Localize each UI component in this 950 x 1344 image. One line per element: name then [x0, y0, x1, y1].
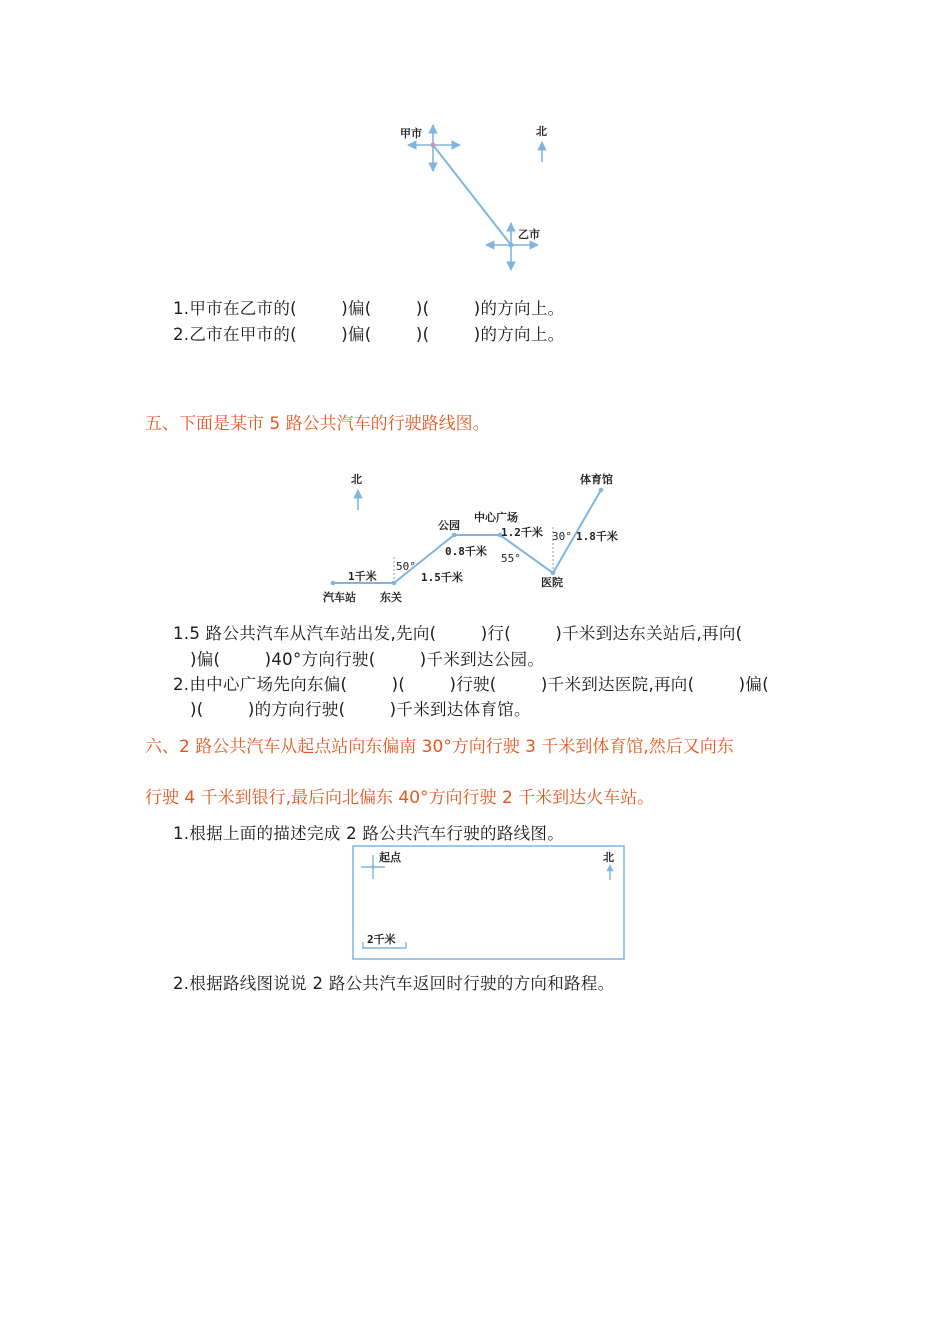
segment-east-park-label: 1.5千米 — [421, 571, 463, 584]
north-label: 北 — [603, 851, 614, 864]
segment-station-east-label: 1千米 — [348, 570, 377, 583]
hospital-label: 医院 — [541, 576, 563, 589]
segment-hospital-stadium-label: 1.8千米 — [576, 530, 618, 543]
segment-center-hospital-label: 1.2千米 — [501, 526, 543, 539]
section5-question-1-line-1: 1.5 路公共汽车从汽车站出发,先向( )行( )千米到达东关站后,再向( — [173, 624, 743, 643]
section4-question-1: 1.甲市在乙市的( )偏( )( )的方向上。 — [173, 299, 565, 318]
angle-55-label: 55° — [501, 552, 521, 565]
segment-park-center-label: 0.8千米 — [445, 545, 487, 558]
route-line-a-b — [433, 145, 511, 245]
angle-50-label: 50° — [396, 560, 416, 573]
angle-30-label: 30° — [552, 530, 572, 543]
bus-route-5-map — [318, 465, 638, 610]
city-direction-diagram — [390, 115, 560, 280]
dongguan-label: 东关 — [380, 591, 402, 604]
city-a-label: 甲市 — [400, 127, 422, 140]
start-label: 起点 — [379, 851, 401, 864]
central-square-label: 中心广场 — [474, 511, 518, 524]
section5-heading: 五、下面是某市 5 路公共汽车的行驶路线图。 — [145, 414, 490, 434]
section6-heading-line-1: 六、2 路公共汽车从起点站向东偏南 30°方向行驶 3 千米到体育馆,然后又向东 — [145, 737, 734, 757]
park-label: 公园 — [438, 519, 460, 532]
section5-question-2-line-2: )( )的方向行驶( )千米到达体育馆。 — [190, 700, 531, 719]
stadium-label: 体育馆 — [580, 473, 613, 486]
section5-question-1-line-2: )偏( )40°方向行驶( )千米到达公园。 — [190, 650, 545, 669]
city-b-label: 乙市 — [518, 228, 540, 241]
section4-question-2: 2.乙市在甲市的( )偏( )( )的方向上。 — [173, 325, 565, 344]
section5-question-2-line-1: 2.由中心广场先向东偏( )( )行驶( )千米到达医院,再向( )偏( — [173, 675, 769, 694]
bus-station-label: 汽车站 — [323, 591, 356, 604]
section6-question-1: 1.根据上面的描述完成 2 路公共汽车行驶的路线图。 — [173, 824, 565, 843]
city-b-point — [509, 243, 514, 248]
section6-question-2: 2.根据路线图说说 2 路公共汽车返回时行驶的方向和路程。 — [173, 974, 615, 993]
north-label: 北 — [536, 125, 547, 138]
section6-heading-line-2: 行驶 4 千米到银行,最后向北偏东 40°方向行驶 2 千米到达火车站。 — [145, 788, 655, 808]
scale-label: 2千米 — [367, 933, 396, 946]
start-point — [371, 865, 375, 869]
north-label: 北 — [351, 473, 362, 486]
route-drawing-box[interactable] — [352, 845, 626, 961]
